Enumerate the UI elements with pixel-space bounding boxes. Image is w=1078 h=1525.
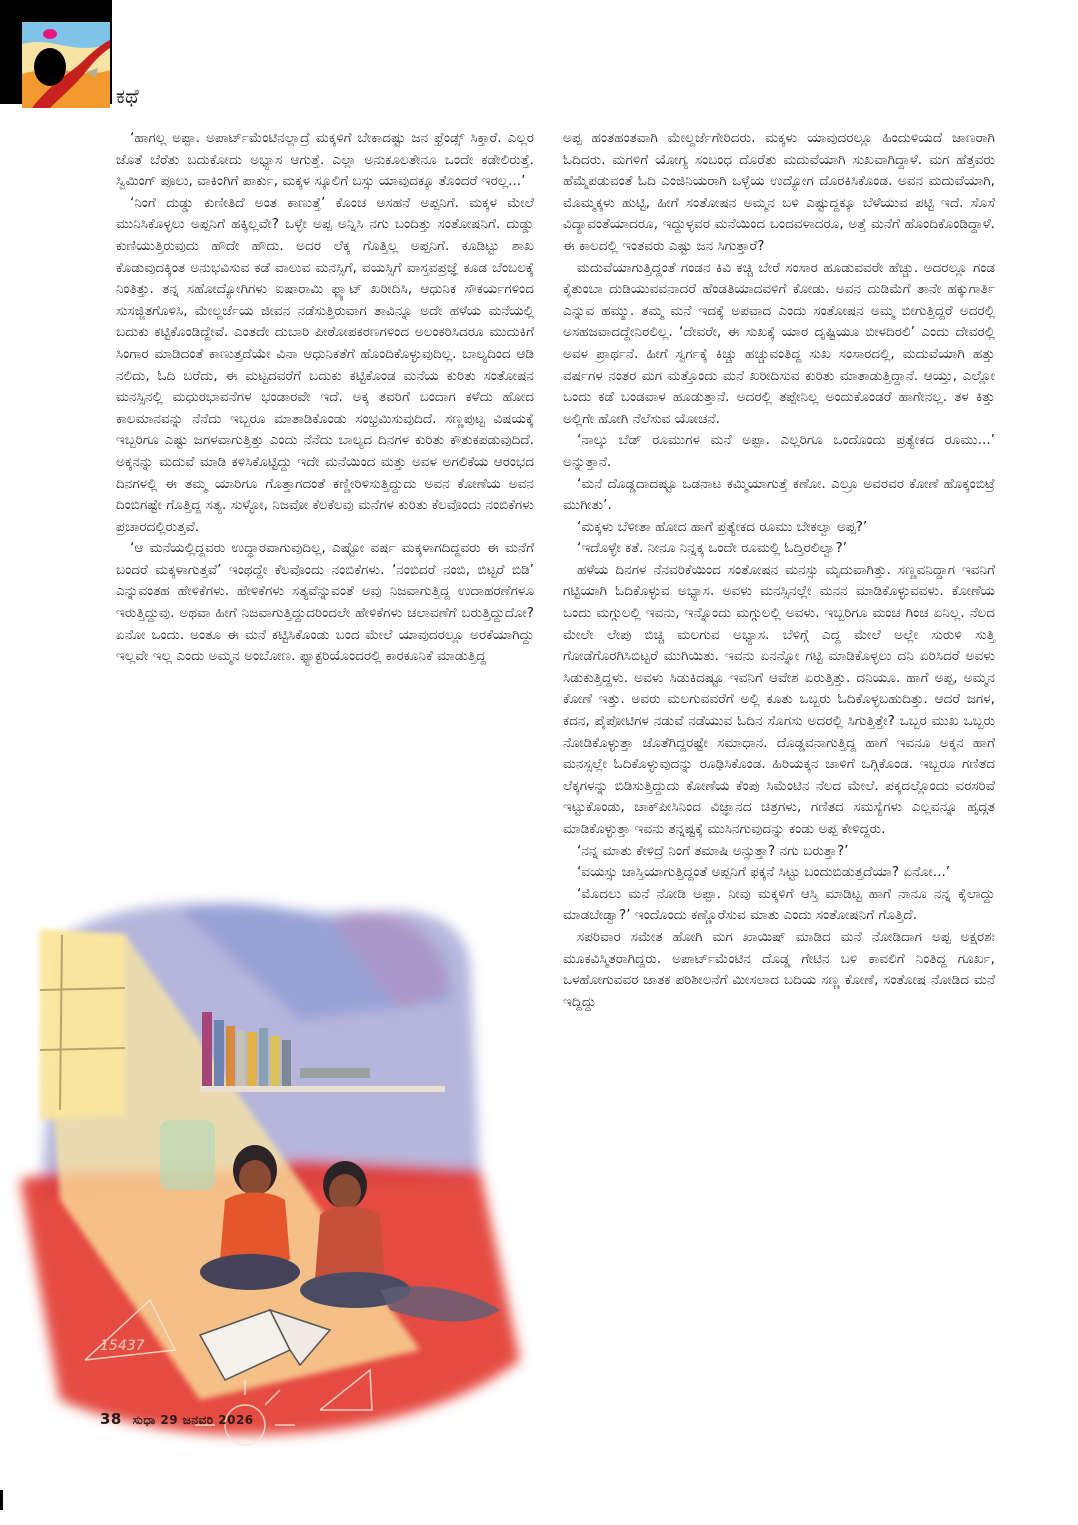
paragraph: ‘ನನ್ನ ಮಾತು ಕೇಳಿದ್ರೆ ನಿಂಗೆ ತಮಾಷಿ ಅನ್ಸುತ್ತಾ? ನಗು ಬರುತ್ತಾ?’ (577, 842, 849, 859)
crop-mark (0, 1490, 3, 1510)
paragraph: ‘ಮನೆ ದೊಡ್ಡದಾದಷ್ಟೂ ಒಡನಾಟ ಕಮ್ಮಿಯಾಗುತ್ತೆ ಕಣೋ. ಎಲ್ರೂ ಅವರವರ ಕೋಣೆ ಹೊಕ್ಕಂಬಿಟ್ರೆ ಮುಗೀತು’. (563, 475, 995, 514)
page-number: 38 (100, 1410, 122, 1428)
story-illustration (0, 880, 545, 1480)
paragraph: ಅಪ್ಪ ಹಂತಹಂತವಾಗಿ ಮೇಲ್ದರ್ಜೆಗೇರಿದರು. ಮಕ್ಕಳು ಯಾವುದರಲ್ಲೂ ಹಿಂದುಳಿಯದೆ ಜಾಣರಾಗಿ ಓದಿದರು. ಮಗಳಿಗೆ ಯೋಗ್ಯ ಸಂಬಂಧ ದೊರೆತು ಮದುವೆಯಾಗಿ ಸುಖವಾಗಿದ್ದಾಳೆ. ಮಗ ಹೆತ್ತವರು ಹೆಮ್ಮೆಪಡುವಂತೆ ಓದಿ ಎಂಜಿನಿಯರಾಗಿ ಒಳ್ಳೆಯ ಉದ್ಯೋಗ ದೊರಕಿಸಿಕೊಂಡ. ಅವನ ಮದುವೆಯಾಗಿ, ಮೊಮ್ಮಕ್ಕಳು ಹುಟ್ಟಿ, ಹೀಗೆ ಸಂತೋಷನ ಅಮ್ಮನ ಬಳಿ ಎಷ್ಟುದ್ದಕ್ಕೂ ಬೆಳೆಯುವ ಪಟ್ಟಿ ಇದೆ. ಸೊಸೆ ವಿದ್ಯಾವಂತೆಯಾದರೂ, ಇದ್ದುಳ್ಳವರ ಮನೆಯಿಂದ ಬಂದವಳಾದರೂ, ಅತ್ತೆ ಮನೆಗೆ ಹೊಂದಿಕೊಂಡಿದ್ದಾಳೆ. ಈ ಕಾಲದಲ್ಲಿ ಇಂತವರು ಎಷ್ಟು ಜನ ಸಿಗುತ್ತಾರೆ? (563, 130, 995, 254)
paragraph: ‘ನಾಲ್ಕು ಬೆಡ್ ರೂಮುಗಳ ಮನೆ ಅಪ್ಪಾ. ಎಲ್ಲರಿಗೂ ಒಂದೊಂದು ಪ್ರತ್ಯೇಕದ ರೂಮು...’ ಅನ್ನುತ್ತಾನೆ. (563, 432, 995, 470)
paragraph: ‘ವಯಸ್ಸು ಜಾಸ್ತಿಯಾಗುತ್ತಿದ್ದಂತೆ ಅಪ್ಪನಿಗೆ ಫಕ್ಕನೆ ಸಿಟ್ಟು ಬಂದುಬಿಡುತ್ತದೆಯಾ? ಏನೋ...’ (577, 864, 951, 881)
paragraph: ಮದುವೆಯಾಗುತ್ತಿದ್ದಂತೆ ಗಂಡನ ಕಿವಿ ಕಚ್ಚಿ ಬೇರೆ ಸಂಸಾರ ಹೂಡುವವರೇ ಹೆಚ್ಚು. ಅದರಲ್ಲೂ ಗಂಡ ಕೈತುಂಬಾ ದುಡಿಯುವವನಾದರೆ ಹೆಂಡತಿಯಾದವಳಿಗೆ ಕೋಡು. ಅವನ ದುಡಿಮೆಗೆ ತಾನೇ ಹಕ್ಕುಗಾರ್ತಿ ಎನ್ನುವ ಹಮ್ಮು. ತಮ್ಮ ಮನೆ ಇದಕ್ಕೆ ಅಪವಾದ ಎಂದು ಸಂತೋಷನ ಅಮ್ಮ ಬೀಗುತ್ತಿದ್ದರೆ ಅದರಲ್ಲಿ ಅಸಹಜವಾದದ್ದೇನಿರಲಿಲ್ಲ. ‘ದೇವರೇ, ಈ ಸುಖಕ್ಕೆ ಯಾರ ದೃಷ್ಟಿಯೂ ಬೀಳದಿರಲಿ’ ಎಂದು ದೇವರಲ್ಲಿ ಅವಳ ಪ್ರಾರ್ಥನೆ. ಹೀಗೆ ಸ್ವರ್ಗಕ್ಕೆ ಕಿಚ್ಚು ಹಚ್ಚುವಂತಿದ್ದ ಸುಖ ಸಂಸಾರದಲ್ಲಿ, ಮದುವೆಯಾಗಿ ಹತ್ತು ವರ್ಷಗಳ ನಂತರ ಮಗ ಮತ್ತೊಂದು ಮನೆ ಖರೀದಿಸುವ ಕುರಿತು ಮಾತಾಡುತ್ತಿದ್ದಾನೆ. ಆಯ್ತು, ಎಲ್ಲೋ ಒಂದು ಕಡೆ ಬಂಡವಾಳ ಹೂಡುತ್ತಾನೆ. ಅದರಲ್ಲಿ ತಪ್ಪೇನಿಲ್ಲ ಅಂದುಕೊಂಡರೆ ಹಾಗೇನಲ್ಲ. ತಳ ಕಿತ್ತು ಅಲ್ಲಿಗೇ ಹೋಗಿ ನೆಲೆಸುವ ಯೋಚನೆ. (563, 259, 995, 427)
jar (160, 1120, 215, 1190)
page-footer (100, 1410, 254, 1428)
paragraph: ‘ಆ ಮನೆಯಲ್ಲಿದ್ದವರು ಉದ್ಧಾರವಾಗುವುದಿಲ್ಲ, ಎಷ್ಟೋ ವರ್ಷ ಮಕ್ಕಳಾಗದಿದ್ದವರು ಈ ಮನೆಗೆ ಬಂದರೆ ಮಕ್ಕಳಾಗುತ್ತವೆ’ ಇಂಥದ್ದೇ ಕೆಲವೊಂದು ನಂಬಿಕೆಗಳು. ‘ನಂಬಿದರೆ ನಂಬಿ, ಬಿಟ್ಟರೆ ಬಿಡಿ’ ಎನ್ನುವಂತಹ ಹೇಳಿಕೆಗಳು. ಹೇಳಿಕೆಗಳು ಸತ್ಯವೆನ್ನುವಂತೆ ಅವು ನಿಜವಾಗುತ್ತಿದ್ದ ಉದಾಹರಣೆಗಳೂ ಇರುತ್ತಿದ್ದುವು. ಅಥವಾ ಹೀಗೆ ನಿಜವಾಗುತ್ತಿದ್ದುದರಿಂದಲೇ ಹೇಳಿಕೆಗಳು ಚಲಾವಣೆಗೆ ಬರುತ್ತಿದ್ದುದೋ? ಏನೋ ಒಂದು. ಅಂತೂ ಈ ಮನೆ ಕಟ್ಟಿಸಿಕೊಂಡು ಬಂದ ಮೇಲೆ ಯಾವುದರಲ್ಲೂ ಅರಕೆಯಾಗಿದ್ದು ಇಲ್ಲವೇ ಇಲ್ಲ ಎಂದು ಅಮ್ಮನ ಅಂಬೋಣ. ಫ್ಯಾಕ್ಟರಿಯೊಂದರಲ್ಲಿ ಕಾರಕೂನಿಕೆ ಮಾಡುತ್ತಿದ್ದ (116, 540, 534, 665)
section-label: ಕಥೆ (116, 84, 139, 108)
abstract-watercolor-logo-icon (22, 22, 110, 108)
paragraph: ಹಳೆಯ ದಿನಗಳ ನೆನವರಿಕೆಯಿಂದ ಸಂತೋಷನ ಮನಸ್ಸು ಮೃದುವಾಗಿತ್ತು. ಸಣ್ಣವನಿದ್ದಾಗ ಇವನಿಗೆ ಗಟ್ಟಿಯಾಗಿ ಓದಿಕೊಳ್ಳುವ ಅಭ್ಯಾಸ. ಅವಳು ಮನಸ್ಸಿನಲ್ಲೇ ಮನನ ಮಾಡಿಕೊಳ್ಳುವವಳು. ಕೋಣೆಯ ಒಂದು ಮಗ್ಗುಲಲ್ಲಿ ಇವನು, ಇನ್ನೊಂದು ಮಗ್ಗುಲಲ್ಲಿ ಅವಳು. ಇಬ್ಬರಿಗೂ ಮಂಚ ಗಿಂಚ ಏನಿಲ್ಲ. ನೆಲದ ಮೇಲೇ ಲೇಪು ಬಿಚ್ಚಿ ಮಲಗುವ ಅಭ್ಯಾಸ. ಬೆಳಿಗ್ಗೆ ಎದ್ದ ಮೇಲೆ ಅಲ್ಲೇ ಸುರುಳಿ ಸುತ್ತಿ ಗೋಡೆಗೊರಗಿಸಿಬಿಟ್ಟರೆ ಮುಗಿಯಿತು. ಇವನು ಏನನ್ನೋ ಗಟ್ಟಿ ಮಾಡಿಕೊಳ್ಳಲು ದನಿ ಏರಿಸಿದರೆ ಅವಳು ಸಿಡುಕುತ್ತಿದ್ದಳು. ಅವಳು ಸಿಡುಕಿದಷ್ಟೂ ಇವನಿಗೆ ಆವೇಶ ಏರುತ್ತಿತ್ತು. ದನಿಯೂ. ಹಾಗೆ ಅಪ್ಪ, ಅಮ್ಮನ ಕೋಣೆ ಇತ್ತು. ಅವರು ಮಲಗುವವರೆಗೆ ಅಲ್ಲಿ ಕೂತು ಒಬ್ಬರು ಓದಿಕೊಳ್ಳಬಹುದಿತ್ತು. ಆದರೆ ಜಗಳ, ಕದನ, ಪೈಪೋಟಿಗಳ ನಡುವೆ ನಡೆಯುವ ಓದಿನ ಸೊಗಸು ಅದರಲ್ಲಿ ಸಿಗುತ್ತಿತ್ತೇ? ಒಬ್ಬರ ಮುಖ ಒಬ್ಬರು ನೋಡಿಕೊಳ್ಳುತ್ತಾ ಜೊತೆಗಿದ್ದರಷ್ಟೇ ಸಮಾಧಾನ. ದೊಡ್ಡವನಾಗುತ್ತಿದ್ದ ಹಾಗೆ ಇವನೂ ಅಕ್ಕನ ಹಾಗೆ ಮನಸ್ಸಲ್ಲೇ ಓದಿಕೊಳ್ಳುವುದನ್ನು ರೂಢಿಸಿಕೊಂಡ. ಹಿರಿಯಕ್ಕನ ಚಾಳಿಗೆ ಒಗ್ಗಿಕೊಂಡ. ಇಬ್ಬರೂ ಗಣಿತದ ಲೆಕ್ಕಗಳನ್ನು ಬಿಡಿಸುತ್ತಿದ್ದುದು ಕೋಣೆಯ ಕೆಂಪು ಸಿಮೆಂಟಿನ ನೆಲದ ಮೇಲೆ. ಪಕ್ಕದಲ್ಲೊಂದು ವರಸರಿವೆ ಇಟ್ಟುಕೊಂಡು, ಚಾಕ್‌ಪೀಸಿನಿಂದ ವಿಜ್ಞಾನದ ಚಿತ್ರಗಳು, ಗಣಿತದ ಸಮಸ್ಯೆಗಳು ಎಲ್ಲವನ್ನೂ ಹೃದ್ಗತ ಮಾಡಿಕೊಳ್ಳುತ್ತಾ ಇವನು ತನ್ನಷ್ಟಕ್ಕೆ ಮುಸಿನಗುವುದನ್ನು ಕಂಡು ಅಪ್ಪ ಕೇಳಿದ್ದರು. (563, 561, 995, 837)
paragraph: ‘ನಿಂಗೆ ದುಡ್ಡು ಕುಣೀತಿದೆ ಅಂತ ಕಾಣುತ್ತೆ’ ಕೊಂಚ ಅಸಹನೆ ಅಪ್ಪನಿಗೆ. ಮಕ್ಕಳ ಮೇಲೆ ಮುನಿಸಿಕೊಳ್ಳಲು ಅಪ್ಪನಿಗೆ ಹಕ್ಕಿಲ್ಲವೇ? ಒಳ್ಳೇ ಅಪ್ಪ ಅನ್ನಿಸಿ ನಗು ಬಂದಿತ್ತು ಸಂತೋಷನಿಗೆ. ದುಡ್ಡು ಕುಣಿಯುತ್ತಿರುವುದು ಹೌದೇ ಹೌದು. ಅದರ ಲೆಕ್ಕ ಗೊತ್ತಿಲ್ಲ ಅಪ್ಪನಿಗೆ. ಕೂಡಿಟ್ಟು ಶಾಖ ಕೊಡುವುದಕ್ಕಿಂತ ಅನುಭವಿಸುವ ಕಡೆ ವಾಲುವ ಮನಸ್ಸಿಗೆ, ವಯಸ್ಸಿಗೆ ವಾಸ್ತವಪ್ರಜ್ಞೆ ಕೂಡ ಬೆಂಬಲಕ್ಕೆ ನಿಂತಿತ್ತು. ತನ್ನ ಸಹೋದ್ಯೋಗಿಗಳು ಐಷಾರಾಮಿ ಫ್ಲ್ಯಾಟ್ ಖರೀದಿಸಿ, ಆಧುನಿಕ ಸೌಕರ್ಯಗಳಿಂದ ಸುಸಜ್ಜಿತಗೊಳಿಸಿ, ಮೇಲ್ದರ್ಜೆಯ ಜೀವನ ನಡೆಸುತ್ತಿರುವಾಗ ತಾವಿನ್ನೂ ಅದೇ ಹಳೆಯ ಮನೆಯಲ್ಲಿ ಬದುಕು ಕಟ್ಟಿಕೊಂಡಿದ್ದೇವೆ. ಎಂತದೇ ದುಬಾರಿ ಪೀಠೋಪಕರಣಗಳಿಂದ ಅಲಂಕರಿಸಿದರೂ ಮುದುಕಿಗೆ ಸಿಂಗಾರ ಮಾಡಿದಂತೆ ಕಾಣುತ್ತದೆಯೇ ವಿನಾ ಆಧುನಿಕತೆಗೆ ಹೊಂದಿಕೊಳ್ಳುವುದಿಲ್ಲ. ಬಾಲ್ಯದಿಂದ ಆಡಿ ನಲಿದು, ಓದಿ ಬರೆದು, ಈ ಮಟ್ಟದವರೆಗೆ ಬದುಕು ಕಟ್ಟಿಕೊಂಡ ಮನೆಯ ಕುರಿತು ಸಂತೋಷನ ಮನಸ್ಸಿನಲ್ಲಿ ಮಧುರಭಾವನೆಗಳ ಭಂಡಾರವೇ ಇದೆ. ಅಕ್ಕ ತವರಿಗೆ ಬಂದಾಗ ಕಳೆದು ಹೋದ ಕಾಲಮಾನವನ್ನು ನೆನೆದು ಇಬ್ಬರೂ ಮಾತಾಡಿಕೊಂಡು ಸಂಭ್ರಮಿಸುವುದಿದೆ. ಸಣ್ಣಪುಟ್ಟ ವಿಷಯಕ್ಕೆ ಇಬ್ಬರಿಗೂ ಎಷ್ಟು ಜಗಳವಾಗುತ್ತಿತ್ತು ಎಂದು ನೆನೆದು ಬಾಲ್ಯದ ದಿನಗಳ ಕುರಿತು ಕೌತುಕಪಡುವುದಿದೆ. ಅಕ್ಕನನ್ನು ಮದುವೆ ಮಾಡಿ ಕಳಿಸಿಕೊಟ್ಟಿದ್ದು ಇದೇ ಮನೆಯಿಂದ ಮತ್ತು ಅವಳ ಅಗಲಿಕೆಯ ಆರಂಭದ ದಿನಗಳಲ್ಲಿ ಈ ತಮ್ಮ ಯಾರಿಗೂ ಗೊತ್ತಾಗದಂತೆ ಕಣ್ಣೀರಿಳಿಸುತ್ತಿದ್ದುದು ಅವನ ಕೋಣೆಯ ಅವನ ದಿಂಬಿಗಷ್ಟೇ ಗೊತ್ತಿದ್ದ ಸತ್ಯ. ಸುಳ್ಳೋ, ನಿಜವೋ ಕೆಲಕೆಲವು ಮನೆಗಳ ಕುರಿತು ಕೆಲವೊಂದು ನಂಬಿಕೆಗಳು ಪ್ರಚಾರದಲ್ಲಿರುತ್ತವೆ. (116, 194, 534, 535)
paragraph: ಸಪರಿವಾರ ಸಮೇತ ಹೋಗಿ ಮಗ ಖಾಯಿಷ್ ಮಾಡಿದ ಮನೆ ನೋಡಿದಾಗ ಅಪ್ಪ ಅಕ್ಷರಶಃ ಮೂಕವಿಸ್ಮಿತರಾಗಿದ್ದರು. ಅಪಾರ್ಟ್‌ಮೆಂಟಿನ ದೊಡ್ಡ ಗೇಟಿನ ಬಳಿ ಕಾವಲಿಗೆ ನಿಂತಿದ್ದ ಗೂರ್ಖ, ಒಳಹೋಗುವವರ ಜಾತಕ ಪರಿಶೀಲನೆಗೆ ಮೀಸಲಾದ ಬದಿಯ ಸಣ್ಣ ಕೋಣೆ, ಸಂತೋಷ ನೋಡಿದ ಮನೆ ಇದ್ದಿದ್ದು (563, 928, 995, 1010)
paragraph: ‘ಮಕ್ಕಳು ಬೆಳೀತಾ ಹೋದ ಹಾಗೆ ಪ್ರತ್ಯೇಕದ ರೂಮು ಬೇಕಲ್ವಾ ಅಪ್ಪ?’ (577, 518, 868, 535)
paragraph: ‘ಮೊದಲು ಮನೆ ನೋಡಿ ಅಪ್ಪಾ. ನೀವು ಮಕ್ಕಳಿಗೆ ಆಸ್ತಿ ಮಾಡಿಟ್ಟ ಹಾಗೆ ನಾನೂ ನನ್ನ ಕೈಲಾದ್ದು ಮಾಡಬೇಡ್ವಾ?’ ಇಂದೊಂದು ಕಣ್ಣೊರೆಸುವ ಮಾತು ಎಂದು ಸಂತೋಷನಿಗೆ ಗೊತ್ತಿದೆ. (563, 885, 995, 924)
paragraph: ‘ಇದೊಳ್ಳೇ ಕತೆ. ನೀನೂ ನಿನ್ನಕ್ಕ ಒಂದೇ ರೂಮಲ್ಲಿ ಓದ್ತಿರಲಿಲ್ವಾ?’ (577, 540, 847, 557)
article-left-column (116, 128, 534, 668)
chalk-number: 15437 (100, 1338, 145, 1354)
article-right-column (563, 128, 995, 1013)
magazine-date: ಸುಧಾ 29 ಜನವರಿ 2026 (132, 1413, 254, 1427)
paragraph: ‘ಹಾಗಲ್ಲ ಅಪ್ಪಾ. ಅಪಾರ್ಟ್‌ಮೆಂಟಿನಲ್ಲಾದ್ರೆ ಮಕ್ಕಳಿಗೆ ಬೇಕಾದಷ್ಟು ಜನ ಫ್ರೆಂಡ್ಸ್ ಸಿಕ್ತಾರೆ. ಎಲ್ಲರ ಜೊತೆ ಬೆರೆತು ಬದುಕೋದು ಅಭ್ಯಾಸ ಆಗುತ್ತೆ. ಎಲ್ಲಾ ಅನುಕೂಲತೇನೂ ಒಂದೇ ಕಡೇಲಿರುತ್ತೆ. ಸ್ವಿಮಿಂಗ್ ಪೂಲು, ವಾಕಿಂಗಿಗೆ ಪಾರ್ಕು, ಮಕ್ಕಳ ಸ್ಕೂಲಿಗೆ ಬಸ್ಸು ಯಾವುದಕ್ಕೂ ತೊಂದರೆ ಇರಲ್ಲ...’ (116, 130, 534, 190)
